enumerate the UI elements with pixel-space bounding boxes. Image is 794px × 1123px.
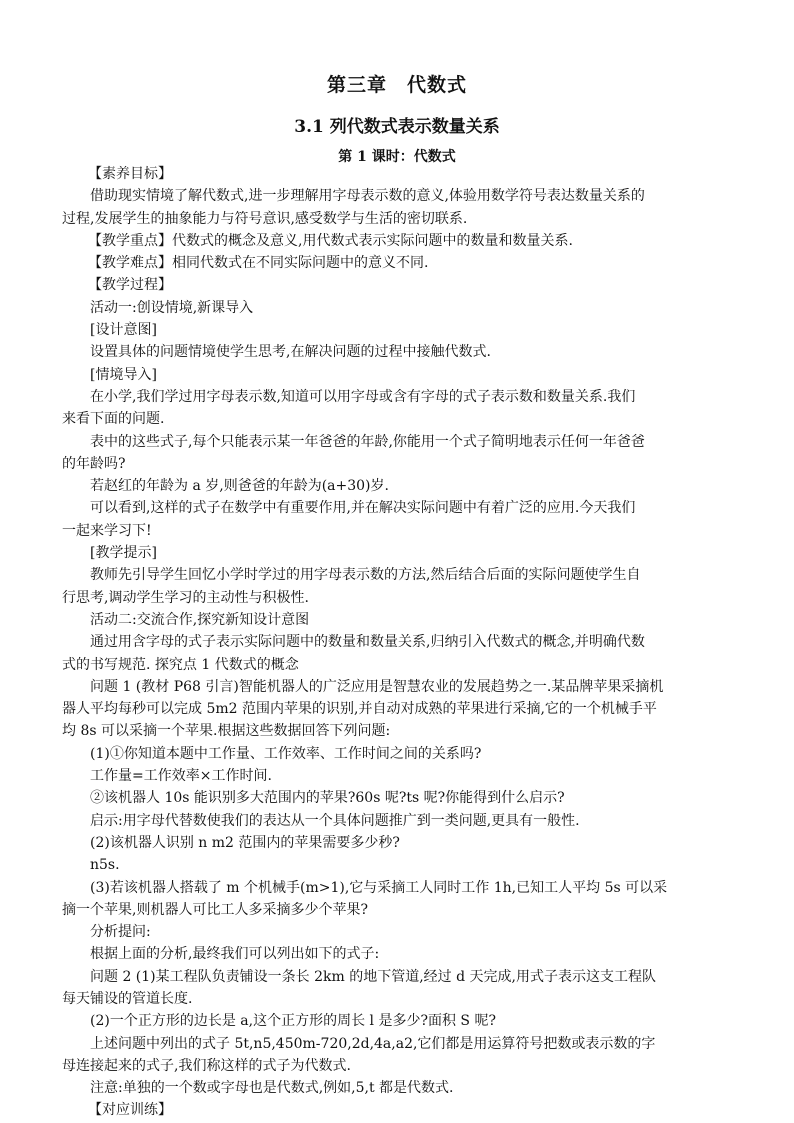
- document-body: [62, 163, 718, 1122]
- text-line: 活动一:创设情境,新课导入: [90, 299, 254, 316]
- text-line: 问题 1 (教材 P68 引言)智能机器人的广泛应用是智慧农业的发展趋势之一.某品牌苹果采摘机: [90, 678, 664, 695]
- section-heading: 【教学过程】: [88, 277, 172, 294]
- text-line: 借助现实情境了解代数式,进一步理解用字母表示数的意义,体验用数学符号表达数量关系的: [90, 188, 645, 205]
- text-line: 过程,发展学生的抽象能力与符号意识,感受数学与生活的密切联系.: [62, 210, 468, 227]
- text-line: 均 8s 可以采摘一个苹果.根据这些数据回答下列问题:: [62, 723, 391, 740]
- text-line: 注意:单独的一个数或字母也是代数式,例如,5,t 都是代数式.: [90, 1080, 454, 1097]
- text-line: 来看下面的问题.: [62, 411, 165, 428]
- text-line: 式的书写规范. 探究点 1 代数式的概念: [62, 656, 299, 673]
- lesson-title: 第 1 课时：代数式: [338, 149, 456, 165]
- text-line: [设计意图]: [90, 322, 157, 339]
- text-line: ②该机器人 10s 能识别多大范围内的苹果?60s 呢?ts 呢?你能得到什么启示?: [90, 790, 565, 807]
- text-line: (2)该机器人识别 n m2 范围内的苹果需要多少秒?: [90, 834, 400, 851]
- section-heading: 【教学难点】相同代数式在不同实际问题中的意义不同.: [88, 255, 429, 272]
- text-line: 每天铺设的管道长度.: [62, 990, 193, 1007]
- text-line: 摘一个苹果,则机器人可比工人多采摘多少个苹果?: [62, 901, 368, 918]
- text-line: 母连接起来的式子,我们称这样的式子为代数式.: [62, 1057, 351, 1074]
- text-line: 分析提问:: [90, 924, 151, 941]
- section-heading: 【教学重点】代数式的概念及意义,用代数式表示实际问题中的数量和数量关系.: [88, 232, 573, 249]
- section-heading: 【素养目标】: [88, 166, 172, 182]
- text-line: (1)①你知道本题中工作量、工作效率、工作时间之间的关系吗?: [90, 745, 482, 762]
- text-line: 一起来学习下!: [62, 522, 152, 539]
- text-line: 活动二:交流合作,探究新知设计意图: [90, 611, 310, 628]
- text-line: 教师先引导学生回忆小学时学过的用字母表示数的方法,然后结合后面的实际问题使学生自: [90, 567, 641, 584]
- section-heading: 【对应训练】: [88, 1102, 172, 1119]
- text-line: 行思考,调动学生学习的主动性与积极性.: [62, 589, 309, 606]
- section-title: 3.1 列代数式表示数量关系: [294, 117, 500, 137]
- text-line: [教学提示]: [90, 545, 157, 562]
- text-line: 可以看到,这样的式子在数学中有重要作用,并在解决实际问题中有着广泛的应用.今天我们: [90, 500, 636, 517]
- text-line: (2)一个正方形的边长是 a,这个正方形的周长 l 是多少?面积 S 呢?: [90, 1013, 496, 1030]
- chapter-title: 第三章 代数式: [326, 74, 467, 96]
- text-line: 启示:用字母代替数使我们的表达从一个具体问题推广到一类问题,更具有一般性.: [90, 812, 580, 829]
- text-line: 的年龄吗?: [62, 455, 126, 472]
- text-line: 器人平均每秒可以完成 5m2 范围内苹果的识别,并自动对成熟的苹果进行采摘,它的一个机械手平: [62, 701, 657, 718]
- text-line: 表中的这些式子,每个只能表示某一年爸爸的年龄,你能用一个式子简明地表示任何一年爸爸: [90, 433, 645, 450]
- text-line: 工作量=工作效率×工作时间.: [90, 768, 272, 785]
- text-line: 若赵红的年龄为 a 岁,则爸爸的年龄为(a+30)岁.: [90, 478, 389, 495]
- text-line: 上述问题中列出的式子 5t,n5,450m-720,2d,4a,a2,它们都是用运算符号把数或表示数的字: [90, 1035, 656, 1052]
- text-line: 设置具体的问题情境使学生思考,在解决问题的过程中接触代数式.: [90, 344, 491, 361]
- text-line: 通过用含字母的式子表示实际问题中的数量和数量关系,归纳引入代数式的概念,并明确代数: [90, 634, 645, 651]
- text-line: 在小学,我们学过用字母表示数,知道可以用字母或含有字母的式子表示数和数量关系.我们: [90, 388, 636, 405]
- text-line: 问题 2 (1)某工程队负责铺设一条长 2km 的地下管道,经过 d 天完成,用式子表示这支工程队: [90, 968, 656, 985]
- text-line: 根据上面的分析,最终我们可以列出如下的式子:: [90, 946, 380, 963]
- text-line: (3)若该机器人搭载了 m 个机械手(m>1),它与采摘工人同时工作 1h,已知工人平均 5s 可以采: [90, 879, 668, 896]
- text-line: n5s.: [90, 857, 120, 874]
- text-line: [情境导入]: [90, 366, 157, 383]
